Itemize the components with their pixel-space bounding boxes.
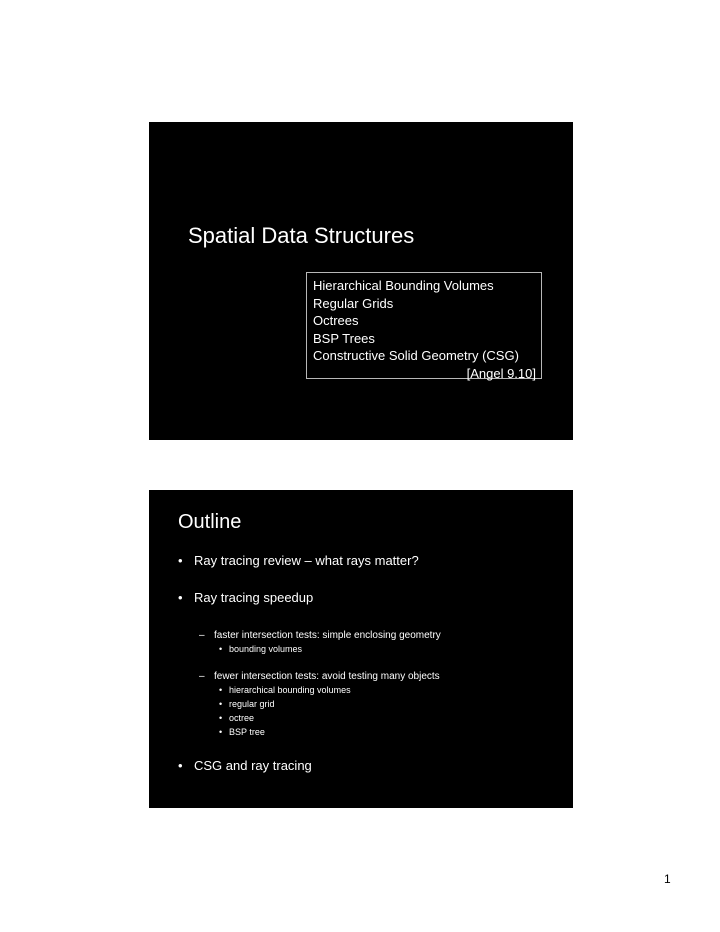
outline-subsubitem-text: hierarchical bounding volumes [229,685,351,695]
dash-marker: – [199,630,205,641]
bullet-marker: • [219,713,223,723]
slide-title: Outline [178,511,242,533]
outline-subsubitem [219,726,265,738]
outline-item-text: Ray tracing review – what rays matter? [194,553,419,568]
topic-item: Constructive Solid Geometry (CSG) [313,348,519,363]
outline-item [178,590,313,606]
dash-marker: – [199,671,205,682]
outline-subitem-text: faster intersection tests: simple enclosing geometry [214,630,441,641]
topic-item: Octrees [313,313,359,328]
bullet-marker: • [178,553,183,568]
page-number: 1 [664,872,671,886]
slide-outline [149,490,573,808]
outline-subitem-text: fewer intersection tests: avoid testing many objects [214,671,440,682]
topic-item: BSP Trees [313,330,375,346]
outline-item-text: Ray tracing speedup [194,590,314,605]
outline-item [178,553,419,569]
outline-subsubitem [219,643,302,655]
topic-item: Regular Grids [313,295,394,311]
bullet-marker: • [219,727,223,737]
outline-subsubitem [219,698,275,710]
slide-title: Spatial Data Structures [188,223,415,248]
bullet-marker: • [178,758,183,773]
topic-item: Hierarchical Bounding Volumes [313,278,494,293]
outline-subsubitem-text: octree [229,713,255,723]
slide-spatial-data-structures [149,122,573,440]
bullet-marker: • [178,590,183,605]
outline-subitem [199,670,440,683]
outline-subsubitem [219,684,351,696]
outline-subsubitem [219,712,254,724]
outline-subsubitem-text: bounding volumes [229,644,303,654]
bullet-marker: • [219,685,223,695]
outline-subsubitem-text: BSP tree [229,727,265,737]
outline-item [178,758,312,774]
reference-citation: [Angel 9.10] [466,365,536,381]
topic-list-box [306,272,542,379]
bullet-marker: • [219,699,223,709]
bullet-marker: • [219,644,223,654]
outline-subsubitem-text: regular grid [229,699,275,709]
outline-item-text: CSG and ray tracing [194,758,312,773]
outline-subitem [199,629,441,642]
